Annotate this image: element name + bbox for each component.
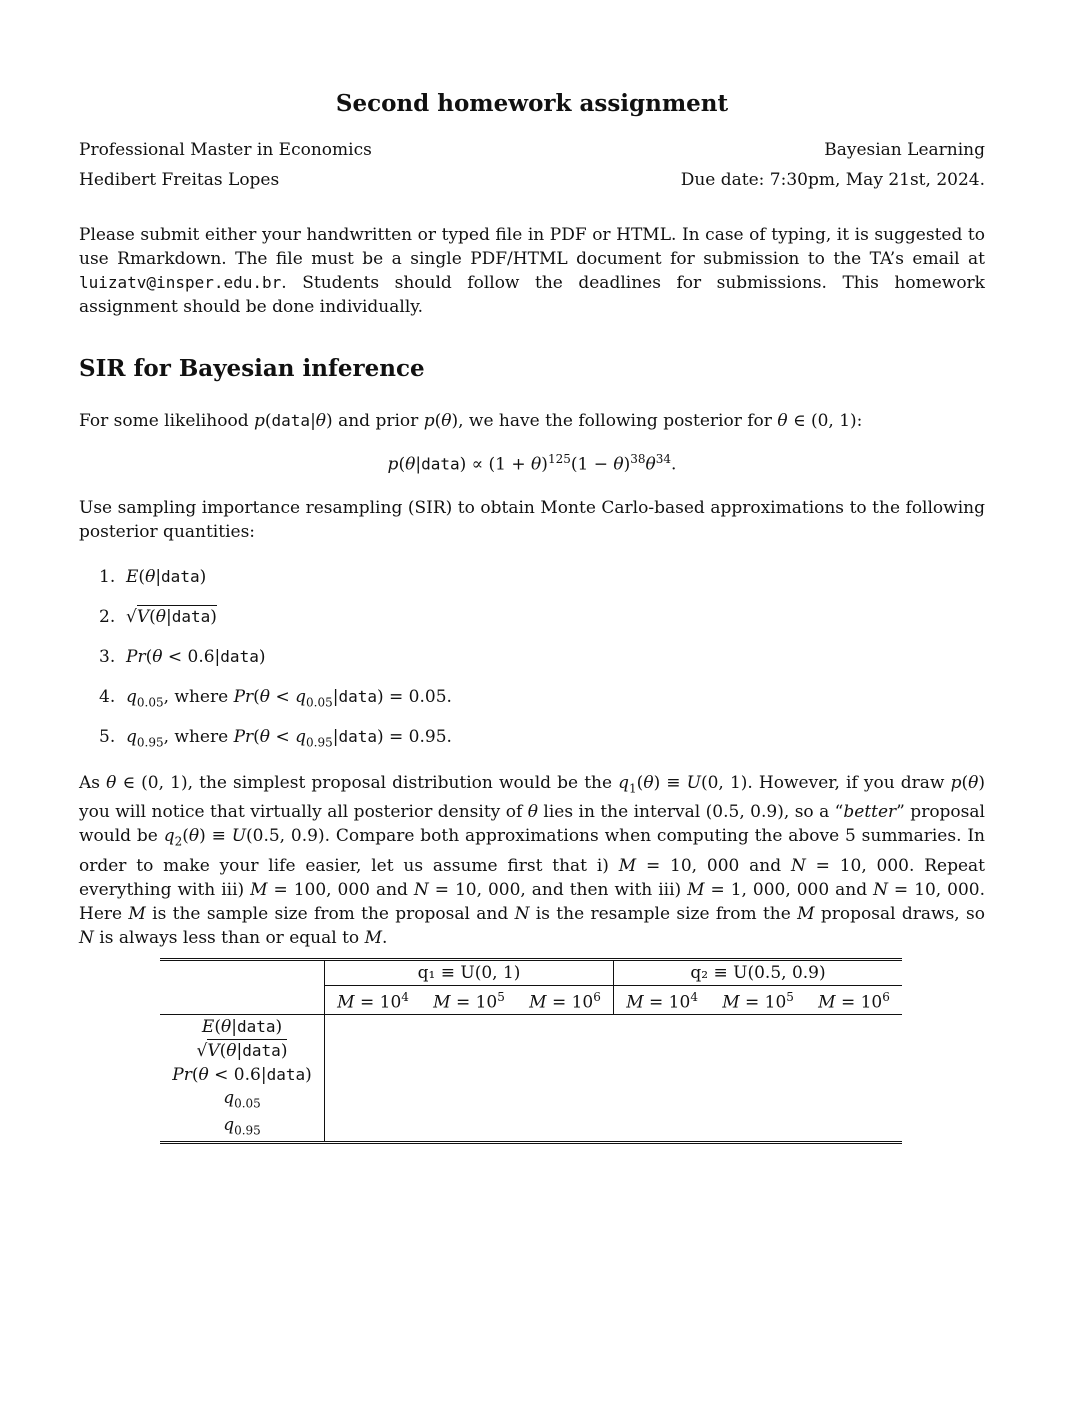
col-group-q2: q₂ ≡ U(0.5, 0.9) bbox=[614, 960, 902, 986]
row-header: $q_{0.95}$ bbox=[160, 1114, 325, 1143]
row-header: Pr(θ < 0.6|data) bbox=[172, 1064, 312, 1085]
table-row bbox=[160, 1087, 902, 1114]
list-item: 5. $q_{0.95}$, where $Pr(\theta < q_{0.95}|data) = 0.95$. bbox=[99, 727, 452, 750]
section-heading: SIR for Bayesian inference bbox=[79, 355, 425, 382]
quantities-list bbox=[99, 565, 452, 765]
list-item: 1. E(θ|data) bbox=[99, 567, 207, 587]
proposal-paragraph: As θ ∈ (0, 1), the simplest proposal distribution would be the $q_1(\theta) \equiv U(0$, 1). However, if you draw p(θ) you will notice that virtually all posterior density of θ lies in the interval (0.5, 0.9), so a “better” proposal would be $q_2(\theta) \equiv U(0.5$, 0.9). Compare both approximations when computing the above 5 summaries. In order to make your life easier, let us assume first that i) M = 10, 000 and N = 10, 000. Repeat everything with iii) M = 100, 000 and N = 10, 000, and then with iii) M = 1, 000, 000 and N = 10, 000. Here M is the sample size from the proposal and N is the resample size from the M proposal draws, so N is always less than or equal to M. bbox=[79, 773, 985, 948]
header-row-1 bbox=[79, 140, 985, 160]
col-group-q1: q₁ ≡ U(0, 1) bbox=[325, 960, 614, 986]
list-item: 2. √V(θ|data) bbox=[99, 607, 217, 627]
col-header: $M = 10^5$ bbox=[421, 986, 517, 1015]
list-item: 4. $q_{0.05}$, where $Pr(\theta < q_{0.05}|data) = 0.05$. bbox=[99, 687, 452, 710]
row-header: √V(θ|data) bbox=[196, 1040, 288, 1061]
course-name: Bayesian Learning bbox=[824, 140, 985, 160]
header-row-2 bbox=[79, 170, 985, 190]
col-header: $M = 10^4$ bbox=[325, 986, 422, 1015]
results-table bbox=[160, 958, 902, 1144]
list-item: 3. Pr(θ < 0.6|data) bbox=[99, 647, 266, 667]
intro-paragraph: Please submit either your handwritten or typed file in PDF or HTML. In case of typing, it is suggested to use Rmarkdown. The file must be a single PDF/HTML document for submission to the TA’s email at luizatv@insper.edu.br. Students should follow the deadlines for submissions. This homework assignment should be done individually. bbox=[79, 225, 985, 317]
posterior-equation: p(θ|data) ∝ $(1 + \theta)^{125}(1 - \theta)^{38}\theta^{34}$. bbox=[387, 452, 677, 475]
document-title: Second homework assignment bbox=[335, 90, 729, 117]
posterior-intro: For some likelihood p(data|θ) and prior p(θ), we have the following posterior for θ ∈ (0, 1): bbox=[79, 411, 863, 431]
row-header: $q_{0.05}$ bbox=[223, 1087, 261, 1111]
row-header: E(θ|data) bbox=[201, 1016, 283, 1037]
table-row bbox=[160, 1063, 902, 1087]
table-row bbox=[160, 1014, 902, 1039]
program-name: Professional Master in Economics bbox=[79, 140, 372, 160]
sir-instructions: Use sampling importance resampling (SIR) to obtain Monte Carlo-based approximations to the following posterior quantities: bbox=[79, 498, 985, 542]
table-subheader-row bbox=[160, 986, 902, 1015]
author-name: Hedibert Freitas Lopes bbox=[79, 170, 280, 190]
table-row bbox=[160, 1039, 902, 1063]
table-row bbox=[160, 1114, 902, 1143]
table-header-row bbox=[160, 960, 902, 986]
col-header: $M = 10^5$ bbox=[710, 986, 806, 1015]
col-header: $M = 10^6$ bbox=[806, 986, 902, 1015]
col-header: $M = 10^4$ bbox=[614, 986, 711, 1015]
ta-email-link[interactable]: luizatv@insper.edu.br bbox=[79, 273, 282, 292]
col-header: $M = 10^6$ bbox=[517, 986, 614, 1015]
due-date: Due date: 7:30pm, May 21st, 2024. bbox=[680, 170, 985, 190]
